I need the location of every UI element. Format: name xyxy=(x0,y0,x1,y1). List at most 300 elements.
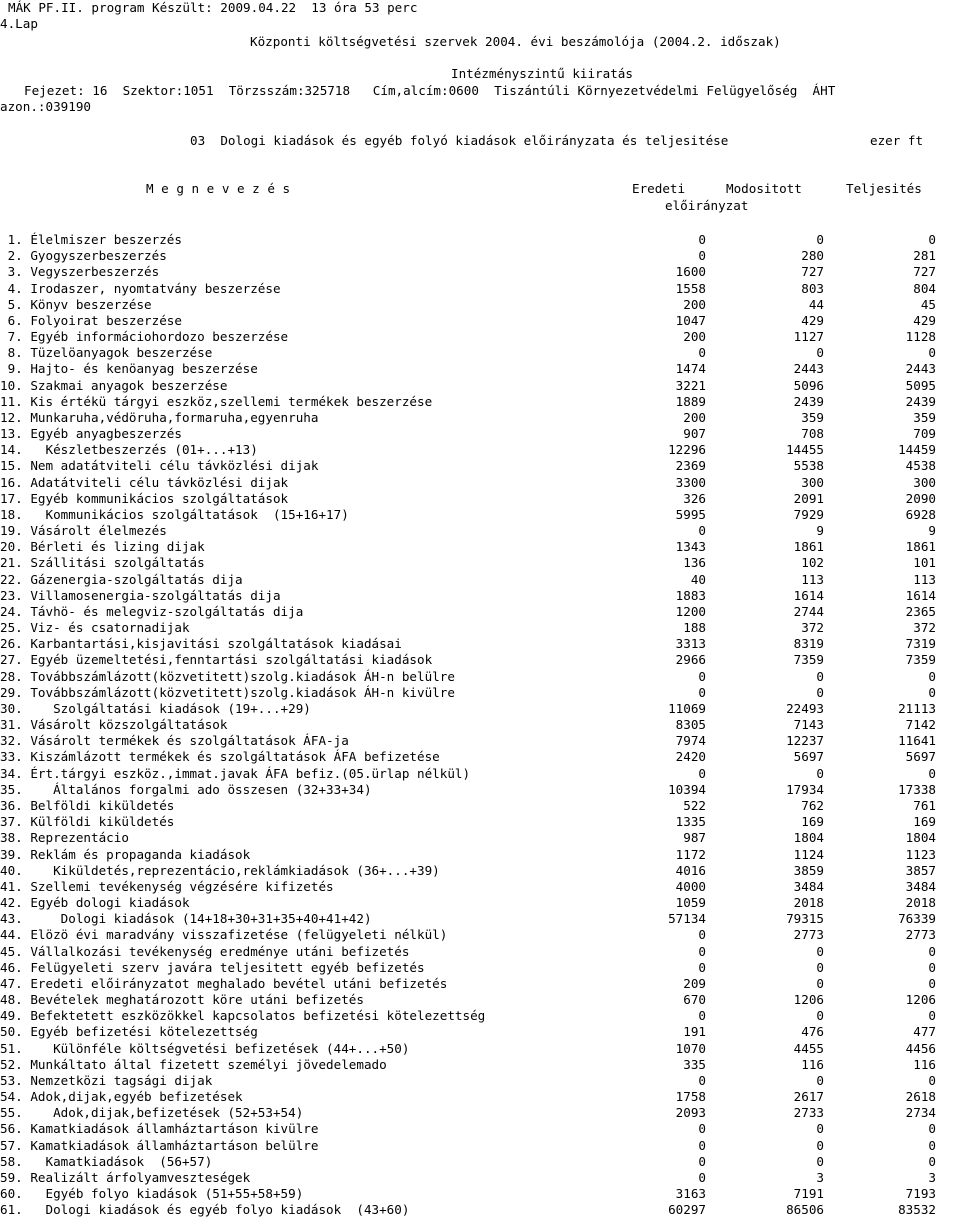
row-original-value: 0 xyxy=(698,765,706,781)
row-original-value: 188 xyxy=(683,620,706,636)
row-original-value: 0 xyxy=(698,248,706,264)
row-label: 5. Könyv beszerzése xyxy=(0,296,152,312)
row-modified-value: 0 xyxy=(816,345,824,361)
row-original-value: 2420 xyxy=(675,749,706,765)
row-original-value: 1600 xyxy=(675,264,706,280)
row-actual-value: 281 xyxy=(913,248,936,264)
row-original-value: 0 xyxy=(698,1137,706,1153)
table-row xyxy=(0,1170,960,1186)
row-label: 7. Egyéb informáciohordozo beszerzése xyxy=(0,329,289,344)
row-modified-value: 0 xyxy=(816,1153,824,1169)
row-actual-value: 76339 xyxy=(898,911,936,927)
row-modified-value: 7191 xyxy=(793,1186,824,1201)
row-actual-value: 2365 xyxy=(905,603,936,619)
row-modified-value: 5538 xyxy=(793,458,824,474)
table-row xyxy=(0,717,960,733)
row-original-value: 200 xyxy=(683,296,706,312)
row-original-value: 3313 xyxy=(675,636,706,652)
row-modified-value: 9 xyxy=(816,523,824,539)
table-row xyxy=(0,248,960,264)
row-actual-value: 169 xyxy=(913,814,936,830)
table-row xyxy=(0,830,960,846)
row-label: 24. Távhö- és melegviz-szolgáltatás dija xyxy=(0,603,304,619)
row-label: 47. Eredeti előirányzatot meghalado bevétel utáni befizetés xyxy=(0,975,448,991)
row-label: 31. Vásárolt közszolgáltatások xyxy=(0,717,228,733)
row-modified-value: 14455 xyxy=(786,442,824,458)
table-row xyxy=(0,539,960,555)
table-row xyxy=(0,1089,960,1105)
row-actual-value: 1123 xyxy=(905,846,936,862)
table-row xyxy=(0,1073,960,1089)
table-row xyxy=(0,345,960,361)
row-original-value: 1474 xyxy=(675,361,706,377)
row-original-value: 5995 xyxy=(675,506,706,522)
row-label: 46. Felügyeleti szerv javára teljesitett egyéb befizetés xyxy=(0,959,425,975)
table-row xyxy=(0,361,960,377)
unit-label: ezer ft xyxy=(870,133,924,148)
row-label: 48. Bevételek meghatározott köre utáni befizetés xyxy=(0,992,364,1007)
row-original-value: 1335 xyxy=(675,814,706,830)
table-row xyxy=(0,264,960,280)
row-modified-value: 169 xyxy=(801,814,824,830)
row-modified-value: 300 xyxy=(801,474,824,490)
row-actual-value: 804 xyxy=(913,280,936,296)
row-original-value: 0 xyxy=(698,345,706,361)
row-actual-value: 2773 xyxy=(905,927,936,943)
table-row xyxy=(0,944,960,960)
row-actual-value: 1804 xyxy=(905,830,936,846)
row-actual-value: 0 xyxy=(928,1153,936,1169)
row-original-value: 1047 xyxy=(675,312,706,328)
table-row xyxy=(0,992,960,1008)
table-row xyxy=(0,507,960,523)
row-original-value: 11069 xyxy=(668,700,706,716)
row-actual-value: 0 xyxy=(928,1121,936,1137)
table-row xyxy=(0,604,960,620)
table-row xyxy=(0,297,960,313)
table-row xyxy=(0,1008,960,1024)
row-label: 42. Egyéb dologi kiadások xyxy=(0,895,190,910)
row-modified-value: 0 xyxy=(816,1008,824,1024)
row-label: 11. Kis értékü tárgyi eszköz,szellemi termékek beszerzése xyxy=(0,393,433,409)
row-original-value: 191 xyxy=(683,1024,706,1040)
row-original-value: 3300 xyxy=(675,474,706,490)
row-label: 19. Vásárolt élelmezés xyxy=(0,523,167,539)
row-label: 45. Vállalkozási tevékenység eredménye utáni befizetés xyxy=(0,943,410,959)
report-subtitle: Intézményszintű kiiratás xyxy=(451,66,633,81)
institution-line: Fejezet: 16 Szektor:1051 Törzsszám:325718 Cím,alcím:0600 Tiszántúli Környezetvédelmi Felügyelőség ÁHT xyxy=(24,83,836,98)
row-modified-value: 1804 xyxy=(793,830,824,846)
row-label: 21. Szállitási szolgáltatás xyxy=(0,555,205,571)
row-label: 39. Reklám és propaganda kiadások xyxy=(0,846,251,862)
row-actual-value: 2090 xyxy=(905,490,936,506)
row-label: 32. Vásárolt termékek és szolgáltatások ÁFA-ja xyxy=(0,733,349,749)
row-original-value: 1343 xyxy=(675,539,706,555)
row-actual-value: 7193 xyxy=(905,1186,936,1201)
row-modified-value: 0 xyxy=(816,765,824,781)
row-modified-value: 7143 xyxy=(793,717,824,733)
row-modified-value: 803 xyxy=(801,280,824,296)
table-row xyxy=(0,798,960,814)
table-row xyxy=(0,313,960,329)
row-original-value: 522 xyxy=(683,798,706,813)
row-actual-value: 0 xyxy=(928,1008,936,1024)
row-modified-value: 0 xyxy=(816,684,824,700)
row-label: 4. Irodaszer, nyomtatvány beszerzése xyxy=(0,280,281,296)
row-original-value: 8305 xyxy=(675,717,706,733)
row-actual-value: 7359 xyxy=(905,652,936,668)
row-actual-value: 2618 xyxy=(905,1089,936,1104)
row-label: 9. Hajto- és kenöanyag beszerzése xyxy=(0,361,258,377)
row-label: 8. Tüzelöanyagok beszerzése xyxy=(0,345,213,361)
row-label: 38. Reprezentácio xyxy=(0,830,129,846)
row-label: 43. Dologi kiadások (14+18+30+31+35+40+41+42) xyxy=(0,911,372,927)
row-actual-value: 1128 xyxy=(905,329,936,344)
section-title: 03 Dologi kiadások és egyéb folyó kiadások előirányzata és teljesitése xyxy=(190,133,729,148)
table-row xyxy=(0,701,960,717)
row-actual-value: 727 xyxy=(913,264,936,280)
row-modified-value: 3859 xyxy=(793,862,824,878)
row-original-value: 40 xyxy=(690,571,706,587)
row-actual-value: 5697 xyxy=(905,749,936,765)
row-original-value: 0 xyxy=(698,943,706,959)
row-actual-value: 9 xyxy=(928,523,936,539)
row-original-value: 1070 xyxy=(675,1040,706,1056)
row-label: 41. Szellemi tevékenység végzésére kifizetés xyxy=(0,878,334,894)
row-actual-value: 477 xyxy=(913,1024,936,1040)
row-label: 3. Vegyszerbeszerzés xyxy=(0,264,160,280)
row-original-value: 1883 xyxy=(675,587,706,603)
row-label: 2. Gyogyszerbeszerzés xyxy=(0,248,167,264)
row-modified-value: 2091 xyxy=(793,490,824,506)
row-actual-value: 4538 xyxy=(905,458,936,474)
row-label: 55. Adok,dijak,befizetések (52+53+54) xyxy=(0,1105,304,1121)
row-modified-value: 2733 xyxy=(793,1105,824,1121)
row-actual-value: 7319 xyxy=(905,636,936,652)
row-actual-value: 0 xyxy=(928,1072,936,1088)
row-modified-value: 0 xyxy=(816,1121,824,1137)
row-label: 53. Nemzetközi tagsági dijak xyxy=(0,1072,213,1088)
table-row xyxy=(0,636,960,652)
table-row xyxy=(0,1154,960,1170)
table-row xyxy=(0,1202,960,1218)
row-modified-value: 2773 xyxy=(793,927,824,943)
row-original-value: 200 xyxy=(683,409,706,425)
row-modified-value: 0 xyxy=(816,668,824,684)
row-modified-value: 0 xyxy=(816,975,824,991)
row-original-value: 57134 xyxy=(668,911,706,927)
row-modified-value: 359 xyxy=(801,409,824,425)
table-row xyxy=(0,863,960,879)
table-row xyxy=(0,1121,960,1137)
row-original-value: 7974 xyxy=(675,733,706,749)
row-label: 6. Folyoirat beszerzése xyxy=(0,312,182,328)
row-actual-value: 101 xyxy=(913,555,936,571)
row-modified-value: 12237 xyxy=(786,733,824,749)
row-modified-value: 280 xyxy=(801,248,824,264)
row-original-value: 0 xyxy=(698,684,706,700)
row-label: 16. Adatátviteli célu távközlési dijak xyxy=(0,474,289,490)
row-original-value: 2093 xyxy=(675,1105,706,1121)
row-label: 28. Továbbszámlázott(közvetitett)szolg.kiadások ÁH-n belülre xyxy=(0,668,455,684)
row-actual-value: 6928 xyxy=(905,506,936,522)
table-row xyxy=(0,394,960,410)
row-original-value: 200 xyxy=(683,329,706,344)
row-actual-value: 83532 xyxy=(898,1202,936,1218)
row-modified-value: 116 xyxy=(801,1056,824,1072)
table-row xyxy=(0,960,960,976)
report-title: Központi költségvetési szervek 2004. évi beszámolója (2004.2. időszak) xyxy=(250,34,781,49)
row-actual-value: 1206 xyxy=(905,992,936,1007)
row-label: 29. Továbbszámlázott(közvetitett)szolg.kiadások ÁH-n kivülre xyxy=(0,684,455,700)
row-original-value: 2966 xyxy=(675,652,706,668)
row-label: 59. Realizált árfolyamveszteségek xyxy=(0,1169,251,1185)
row-original-value: 4016 xyxy=(675,862,706,878)
row-actual-value: 2734 xyxy=(905,1105,936,1121)
row-label: 26. Karbantartási,kisjavitási szolgáltatások kiadásai xyxy=(0,636,402,652)
row-original-value: 0 xyxy=(698,523,706,539)
table-row xyxy=(0,572,960,588)
row-modified-value: 1206 xyxy=(793,992,824,1007)
table-row xyxy=(0,911,960,927)
table-row xyxy=(0,475,960,491)
row-label: 12. Munkaruha,védöruha,formaruha,egyenruha xyxy=(0,409,319,425)
table-row xyxy=(0,895,960,911)
row-modified-value: 4455 xyxy=(793,1040,824,1056)
row-actual-value: 2018 xyxy=(905,895,936,910)
table-row xyxy=(0,652,960,668)
row-modified-value: 1614 xyxy=(793,587,824,603)
row-original-value: 3221 xyxy=(675,377,706,393)
table-row xyxy=(0,410,960,426)
row-actual-value: 113 xyxy=(913,571,936,587)
row-label: 54. Adok,dijak,egyéb befizetések xyxy=(0,1089,243,1104)
row-modified-value: 0 xyxy=(816,232,824,247)
row-modified-value: 762 xyxy=(801,798,824,813)
row-original-value: 0 xyxy=(698,1121,706,1137)
row-actual-value: 45 xyxy=(920,296,936,312)
row-actual-value: 429 xyxy=(913,312,936,328)
row-original-value: 326 xyxy=(683,490,706,506)
table-row xyxy=(0,847,960,863)
column-header-original: Eredeti xyxy=(632,181,686,196)
row-modified-value: 372 xyxy=(801,620,824,636)
row-actual-value: 0 xyxy=(928,765,936,781)
row-label: 20. Bérleti és lizing dijak xyxy=(0,539,205,555)
row-actual-value: 116 xyxy=(913,1056,936,1072)
row-original-value: 4000 xyxy=(675,878,706,894)
row-label: 17. Egyéb kommunikácios szolgáltatások xyxy=(0,490,289,506)
row-actual-value: 359 xyxy=(913,409,936,425)
row-modified-value: 22493 xyxy=(786,700,824,716)
row-actual-value: 14459 xyxy=(898,442,936,458)
row-original-value: 0 xyxy=(698,1153,706,1169)
row-label: 18. Kommunikácios szolgáltatások (15+16+17) xyxy=(0,506,349,522)
row-original-value: 12296 xyxy=(668,442,706,458)
table-row xyxy=(0,491,960,507)
column-header-name: M e g n e v e z é s xyxy=(146,181,291,196)
row-modified-value: 3484 xyxy=(793,878,824,894)
column-header-modified: Modositott xyxy=(726,181,802,196)
table-row xyxy=(0,1186,960,1202)
row-modified-value: 2439 xyxy=(793,393,824,409)
row-original-value: 10394 xyxy=(668,781,706,797)
row-label: 13. Egyéb anyagbeszerzés xyxy=(0,426,182,441)
table-row xyxy=(0,1138,960,1154)
row-modified-value: 429 xyxy=(801,312,824,328)
table-row xyxy=(0,782,960,798)
row-label: 1. Élelmiszer beszerzés xyxy=(0,232,182,247)
table-row xyxy=(0,232,960,248)
row-actual-value: 4456 xyxy=(905,1040,936,1056)
table-row xyxy=(0,281,960,297)
row-original-value: 0 xyxy=(698,1169,706,1185)
row-original-value: 2369 xyxy=(675,458,706,474)
row-label: 51. Különféle költségvetési befizetések (44+...+50) xyxy=(0,1040,410,1056)
row-label: 61. Dologi kiadások és egyéb folyo kiadások (43+60) xyxy=(0,1202,410,1218)
row-label: 30. Szolgáltatási kiadások (19+...+29) xyxy=(0,700,311,716)
row-label: 52. Munkáltato által fizetett személyi jövedelemado xyxy=(0,1056,387,1072)
row-original-value: 1558 xyxy=(675,280,706,296)
report-meta-line: MÁK PF.II. program Készült: 2009.04.22 13 óra 53 perc xyxy=(8,0,418,15)
table-row xyxy=(0,426,960,442)
row-label: 25. Viz- és csatornadijak xyxy=(0,620,190,636)
row-label: 23. Villamosenergia-szolgáltatás dija xyxy=(0,587,281,603)
row-original-value: 1172 xyxy=(675,846,706,862)
table-row xyxy=(0,1057,960,1073)
table-row xyxy=(0,442,960,458)
row-original-value: 1889 xyxy=(675,393,706,409)
row-modified-value: 3 xyxy=(816,1169,824,1185)
row-actual-value: 0 xyxy=(928,959,936,975)
row-label: 35. Általános forgalmi ado összesen (32+33+34) xyxy=(0,781,372,797)
row-label: 57. Kamatkiadások államháztartáson belülre xyxy=(0,1137,319,1153)
row-actual-value: 3484 xyxy=(905,878,936,894)
table-row xyxy=(0,669,960,685)
row-original-value: 0 xyxy=(698,1072,706,1088)
row-modified-value: 2617 xyxy=(793,1089,824,1104)
table-row xyxy=(0,879,960,895)
row-actual-value: 0 xyxy=(928,668,936,684)
row-modified-value: 1861 xyxy=(793,539,824,555)
row-actual-value: 5095 xyxy=(905,377,936,393)
table-row xyxy=(0,749,960,765)
row-modified-value: 102 xyxy=(801,555,824,571)
table-row xyxy=(0,555,960,571)
table-row xyxy=(0,733,960,749)
row-modified-value: 7359 xyxy=(793,652,824,668)
table-row xyxy=(0,620,960,636)
row-label: 44. Elözö évi maradvány visszafizetése (felügyeleti nélkül) xyxy=(0,927,448,943)
row-label: 49. Befektetett eszközökkel kapcsolatos befizetési kötelezettség xyxy=(0,1008,486,1024)
row-original-value: 0 xyxy=(698,668,706,684)
row-original-value: 1758 xyxy=(675,1089,706,1104)
row-label: 27. Egyéb üzemeltetési,fenntartási szolgáltatási kiadások xyxy=(0,652,433,668)
row-modified-value: 44 xyxy=(808,296,824,312)
row-label: 40. Kiküldetés,reprezentácio,reklámkiadások (36+...+39) xyxy=(0,862,440,878)
row-actual-value: 0 xyxy=(928,232,936,247)
row-original-value: 670 xyxy=(683,992,706,1007)
row-modified-value: 8319 xyxy=(793,636,824,652)
row-modified-value: 0 xyxy=(816,959,824,975)
row-label: 14. Készletbeszerzés (01+...+13) xyxy=(0,442,258,458)
row-original-value: 1059 xyxy=(675,895,706,910)
table-row xyxy=(0,766,960,782)
institution-id-line: azon.:039190 xyxy=(0,99,91,114)
row-actual-value: 1861 xyxy=(905,539,936,555)
table-row xyxy=(0,458,960,474)
row-modified-value: 5096 xyxy=(793,377,824,393)
row-modified-value: 2744 xyxy=(793,603,824,619)
row-modified-value: 0 xyxy=(816,1072,824,1088)
row-actual-value: 0 xyxy=(928,943,936,959)
row-label: 58. Kamatkiadások (56+57) xyxy=(0,1153,213,1169)
row-modified-value: 0 xyxy=(816,943,824,959)
row-label: 15. Nem adatátviteli célu távközlési dijak xyxy=(0,458,319,474)
row-modified-value: 727 xyxy=(801,264,824,280)
row-original-value: 987 xyxy=(683,830,706,846)
row-actual-value: 21113 xyxy=(898,700,936,716)
row-actual-value: 0 xyxy=(928,975,936,991)
row-actual-value: 2439 xyxy=(905,393,936,409)
row-original-value: 136 xyxy=(683,555,706,571)
table-row xyxy=(0,685,960,701)
table-row xyxy=(0,814,960,830)
row-modified-value: 2443 xyxy=(793,361,824,377)
row-label: 60. Egyéb folyo kiadások (51+55+58+59) xyxy=(0,1186,304,1201)
row-label: 33. Kiszámlázott termékek és szolgáltatások ÁFA befizetése xyxy=(0,749,440,765)
row-original-value: 0 xyxy=(698,927,706,943)
row-modified-value: 0 xyxy=(816,1137,824,1153)
row-original-value: 60297 xyxy=(668,1202,706,1218)
row-original-value: 0 xyxy=(698,959,706,975)
row-actual-value: 300 xyxy=(913,474,936,490)
table-row xyxy=(0,927,960,943)
row-modified-value: 1124 xyxy=(793,846,824,862)
table-row xyxy=(0,976,960,992)
row-label: 10. Szakmai anyagok beszerzése xyxy=(0,377,228,393)
row-original-value: 209 xyxy=(683,975,706,991)
row-actual-value: 709 xyxy=(913,426,936,441)
row-original-value: 335 xyxy=(683,1056,706,1072)
row-original-value: 1200 xyxy=(675,603,706,619)
row-actual-value: 0 xyxy=(928,684,936,700)
row-label: 36. Belföldi kiküldetés xyxy=(0,798,175,813)
row-actual-value: 7142 xyxy=(905,717,936,733)
row-actual-value: 0 xyxy=(928,1137,936,1153)
table-row xyxy=(0,1041,960,1057)
row-original-value: 3163 xyxy=(675,1186,706,1201)
row-original-value: 0 xyxy=(698,1008,706,1024)
row-label: 50. Egyéb befizetési kötelezettség xyxy=(0,1024,258,1040)
row-actual-value: 11641 xyxy=(898,733,936,749)
row-modified-value: 86506 xyxy=(786,1202,824,1218)
table-row xyxy=(0,1105,960,1121)
table-row xyxy=(0,588,960,604)
row-original-value: 0 xyxy=(698,232,706,247)
row-label: 34. Ért.tárgyi eszköz.,immat.javak ÁFA befiz.(05.ürlap nélkül) xyxy=(0,765,471,781)
column-header-actual: Teljesités xyxy=(846,181,922,196)
row-modified-value: 2018 xyxy=(793,895,824,910)
table-row xyxy=(0,523,960,539)
table-row xyxy=(0,378,960,394)
row-actual-value: 2443 xyxy=(905,361,936,377)
row-actual-value: 761 xyxy=(913,798,936,813)
row-label: 22. Gázenergia-szolgáltatás dija xyxy=(0,571,243,587)
row-modified-value: 79315 xyxy=(786,911,824,927)
row-modified-value: 7929 xyxy=(793,506,824,522)
row-actual-value: 3 xyxy=(928,1169,936,1185)
